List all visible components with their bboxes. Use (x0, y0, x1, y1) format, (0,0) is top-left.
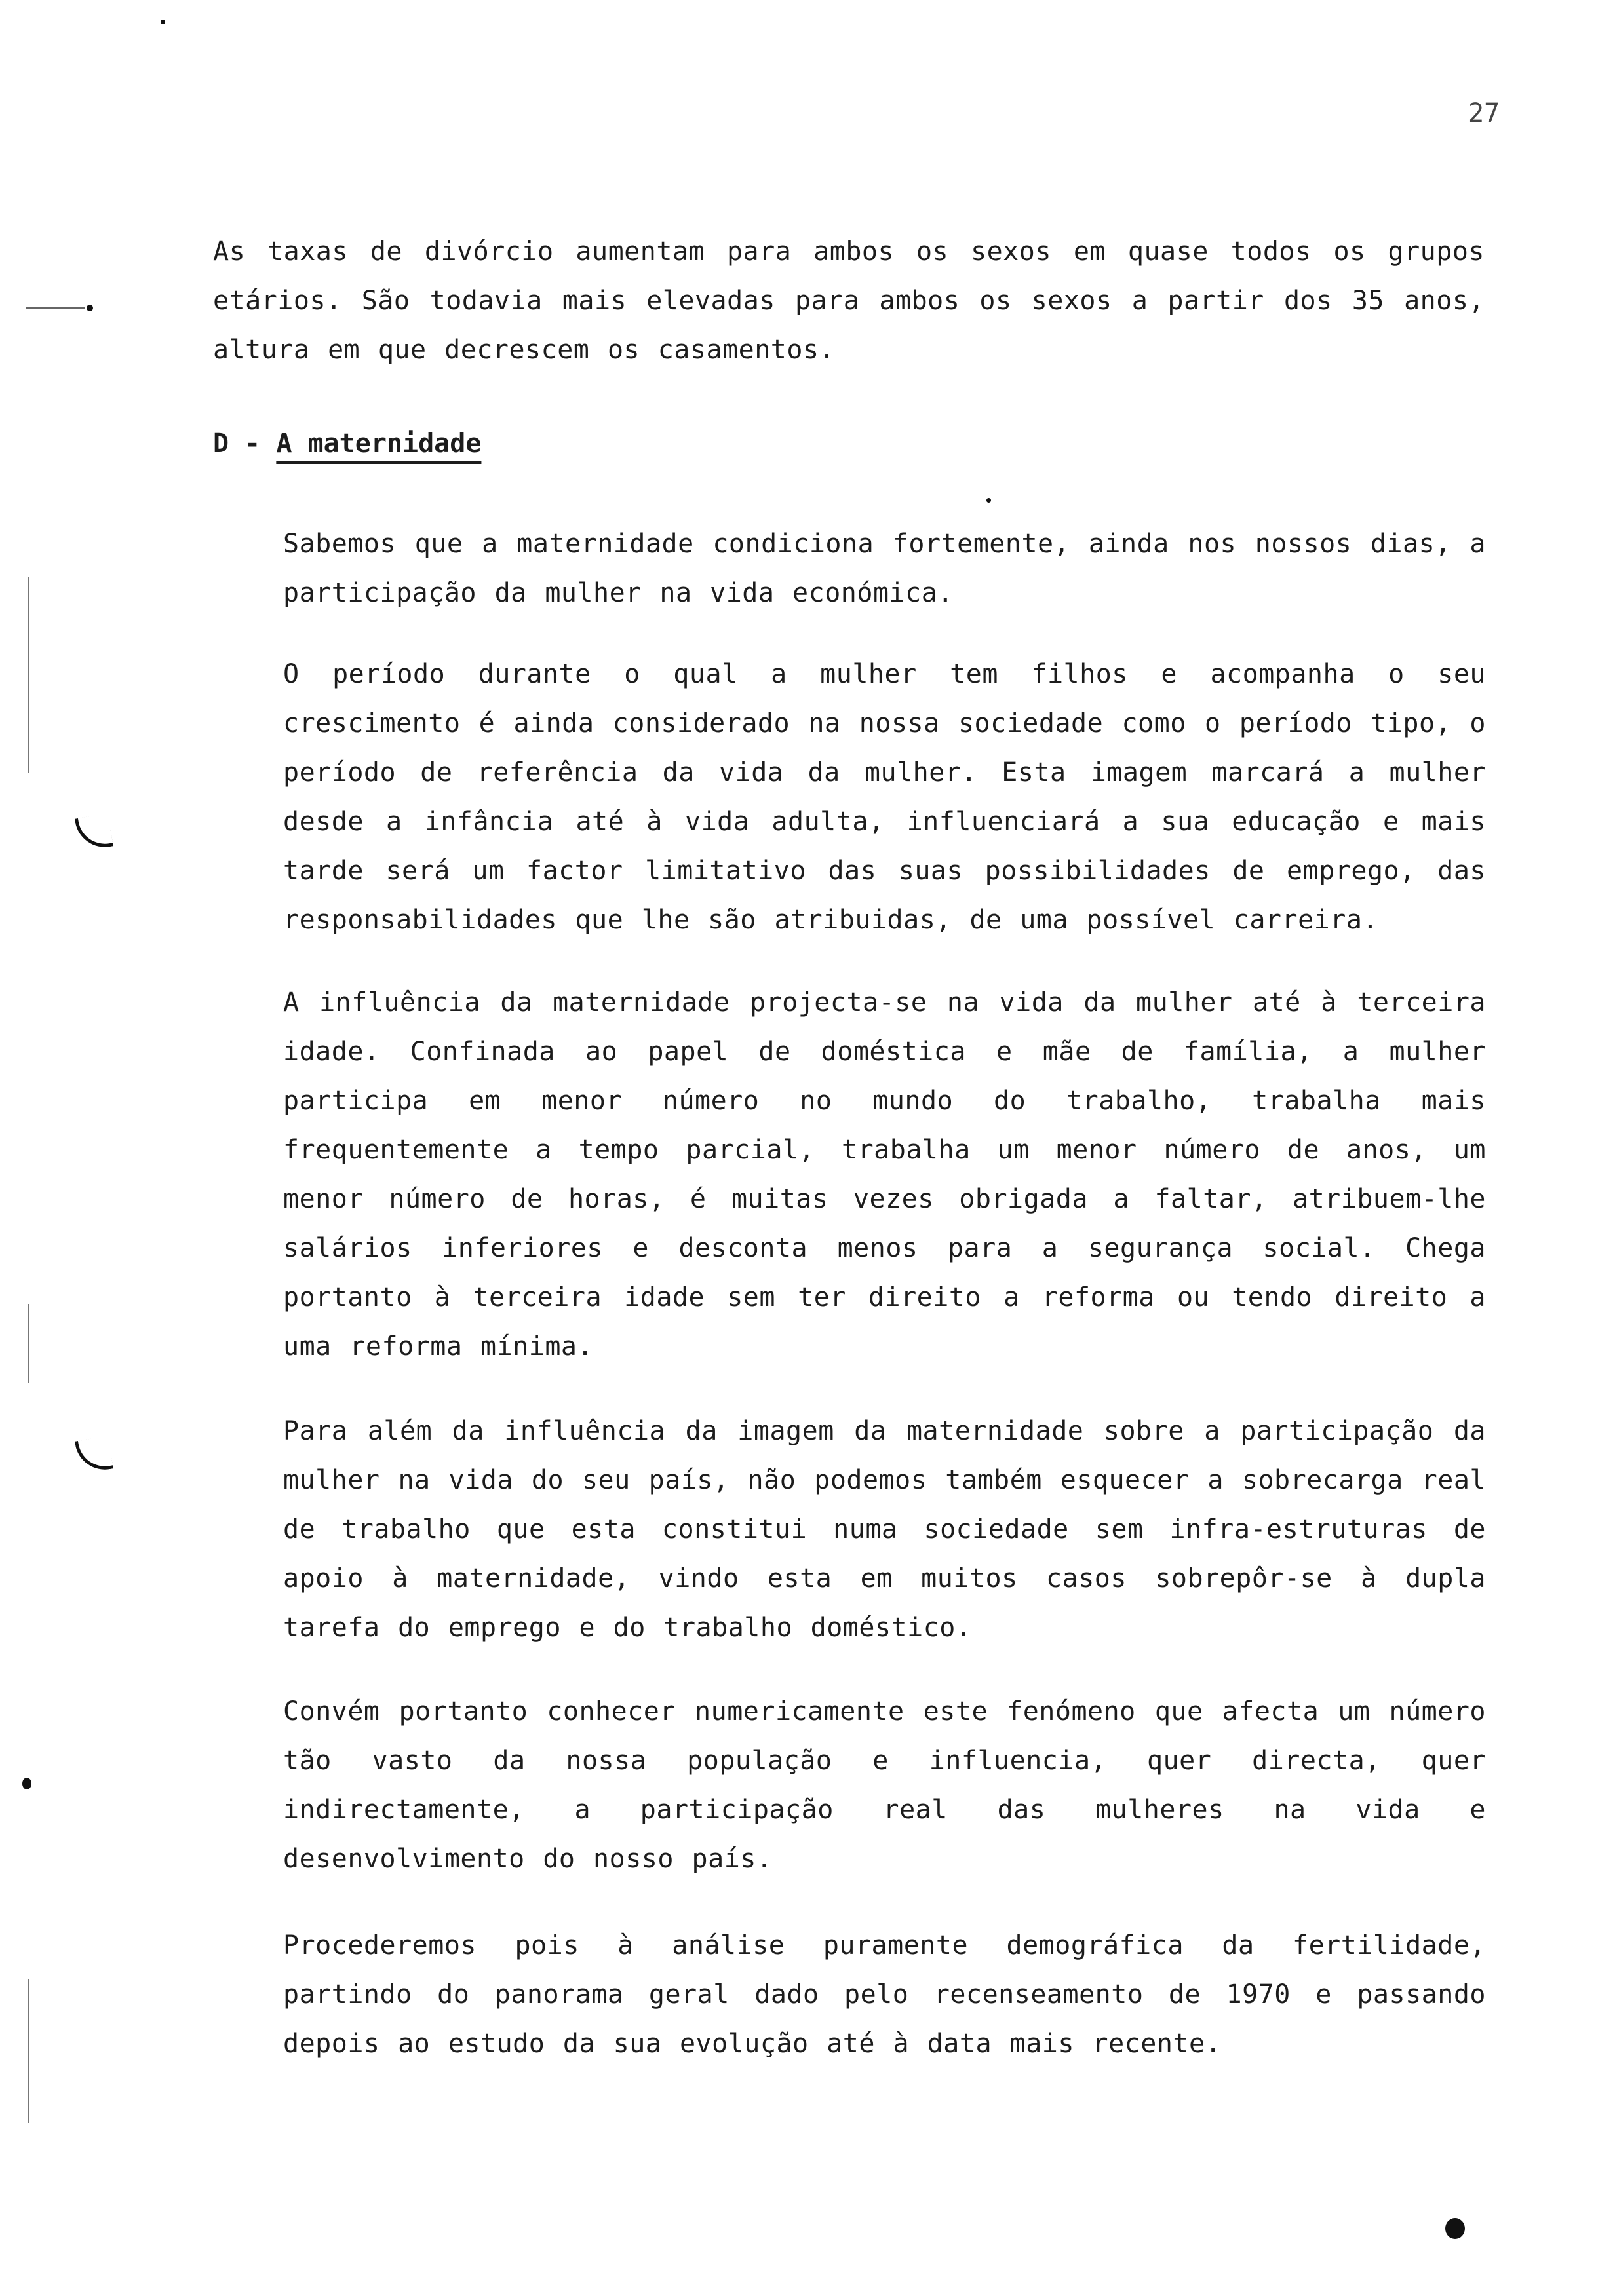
paragraph-1 (283, 520, 1486, 618)
section-title: A maternidade (276, 429, 482, 459)
paragraph-text: Sabemos que a maternidade condiciona fortemente, ainda nos nossos dias, a participação da mulher na vida económica. (283, 529, 1486, 608)
margin-tick (28, 1304, 29, 1383)
margin-tick (28, 1979, 29, 2123)
margin-tick (28, 577, 29, 773)
intro-paragraph (213, 227, 1485, 375)
hole-punch-mark (75, 813, 113, 852)
paragraph-text: A influência da maternidade projecta-se na vida da mulher até à terceira idade. Confinada ao papel de doméstica e mãe de família, a mulher participa em menor número no mundo do trabalho, trabalha mais frequentemente a tempo parcial, trabalha um menor número de anos, um menor número de horas, é muitas vezes obrigada a faltar, atribuem-lhe salários inferiores e desconta menos para a segurança social. Chega portanto à terceira idade sem ter direito a reforma ou tendo direito a uma reforma mínima. (283, 987, 1486, 1362)
paragraph-6 (283, 1921, 1486, 2069)
page-number: 27 (1468, 98, 1500, 128)
scan-dot (1445, 2218, 1465, 2239)
scan-dot (161, 20, 165, 24)
paragraph-text: Para além da influência da imagem da maternidade sobre a participação da mulher na vida do seu país, não podemos também esquecer a sobrecarga real de trabalho que esta constitui numa sociedade sem infra-estruturas de apoio à maternidade, vindo esta em muitos casos sobrepôr-se à dupla tarefa do emprego e do trabalho doméstico. (283, 1416, 1486, 1643)
section-label: D - (213, 429, 261, 459)
scan-dot (22, 1778, 31, 1789)
scan-dot (87, 305, 93, 311)
paragraph-text: Convém portanto conhecer numericamente este fenómeno que afecta um número tão vasto da nossa população e influencia, quer directa, quer indirectamente, a participação real das mulheres na vida e desenvolvimento do nosso país. (283, 1696, 1486, 1874)
hole-punch-mark (75, 1436, 113, 1474)
margin-dash (26, 307, 85, 309)
paragraph-2 (283, 650, 1486, 945)
scan-dot (986, 498, 991, 503)
paragraph-text: Procederemos pois à análise puramente demográfica da fertilidade, partindo do panorama geral dado pelo recenseamento de 1970 e passando depois ao estudo da sua evolução até à data mais recente. (283, 1930, 1486, 2059)
paragraph-4 (283, 1407, 1486, 1653)
paragraph-3 (283, 978, 1486, 1371)
paragraph-5 (283, 1687, 1486, 1884)
paragraph-text: O período durante o qual a mulher tem filhos e acompanha o seu crescimento é ainda considerado na nossa sociedade como o período tipo, o período de referência da vida da mulher. Esta imagem marcará a mulher desde a infância até à vida adulta, influenciará a sua educação e mais tarde será um factor limitativo das suas possibilidades de emprego, das responsabilidades que lhe são atribuidas, de uma possível carreira. (283, 659, 1486, 935)
section-heading (213, 419, 481, 469)
intro-text: As taxas de divórcio aumentam para ambos os sexos em quase todos os grupos etários. São todavia mais elevadas para ambos os sexos a partir dos 35 anos, altura em que decrescem os casamentos. (213, 237, 1485, 365)
